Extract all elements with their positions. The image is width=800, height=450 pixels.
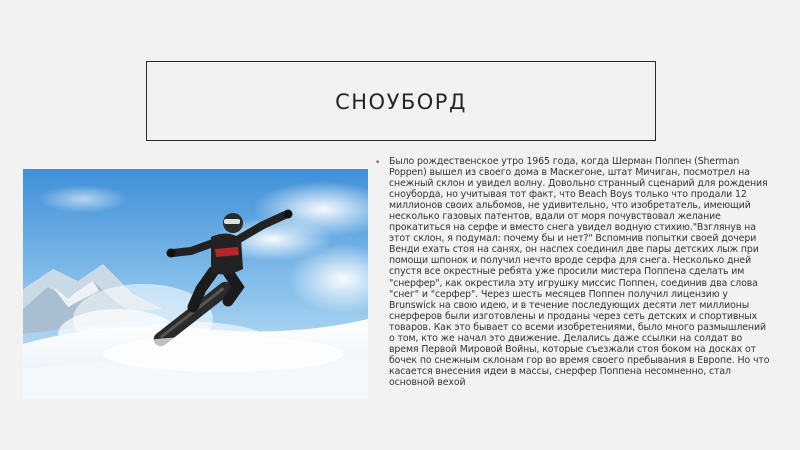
title-box <box>146 61 656 141</box>
body-text-block <box>375 156 770 446</box>
snowboarder-illustration <box>23 169 368 399</box>
snowboarder-photo <box>23 169 368 399</box>
slide-title: СНОУБОРД <box>335 90 467 114</box>
bullet-marker: • <box>375 158 381 168</box>
body-paragraph: Было рождественское утро 1965 года, когда Шерман Поппен (Sherman Poppen) вышел из своего дома в Маскегоне, штат Мичиган, посмотрел на снежный склон и увидел волну. Довольно странный сценарий для рождения сноуборда, но учитывая тот факт, что Beach Boys только что продали 12 миллионов своих альбомов, не удивительно, что изобретатель, имеющий несколько газовых патентов, вдали от моря почувствовал желание прокатиться на серфе и вместо снега увидел водную стихию."Взглянув на этот склон, я подумал: почему бы и нет?" Вспомнив попытки своей дочери Венди ехать стоя на санях, он наспех соединил две пары детских лыж при помощи шпонок и получил нечто вроде серфа для снега. Несколько дней спустя все окрестные ребята уже просили мистера Поппена сделать им "снерфер", как окрестила эту игрушку миссис Поппен, соединив два слова "снег" и "серфер". Через шесть месяцев Поппен получил лицензию у Brunswick на свою идею, и в течение последующих десяти лет миллионы снерферов были изготовлены и проданы через сеть детских и спортивных товаров. Как это бывает со всеми изобретениями, было много размышлений о том, кто же начал это движение. Делались даже ссылки на солдат во время Первой Мировой Войны, которые съезжали стоя боком на досках от бочек по снежным склонам гор во время своего пребывания в Европе. Но что касается внесения идеи в массы, снерфер Поппена несомненно, стал основной вехой <box>389 156 770 388</box>
